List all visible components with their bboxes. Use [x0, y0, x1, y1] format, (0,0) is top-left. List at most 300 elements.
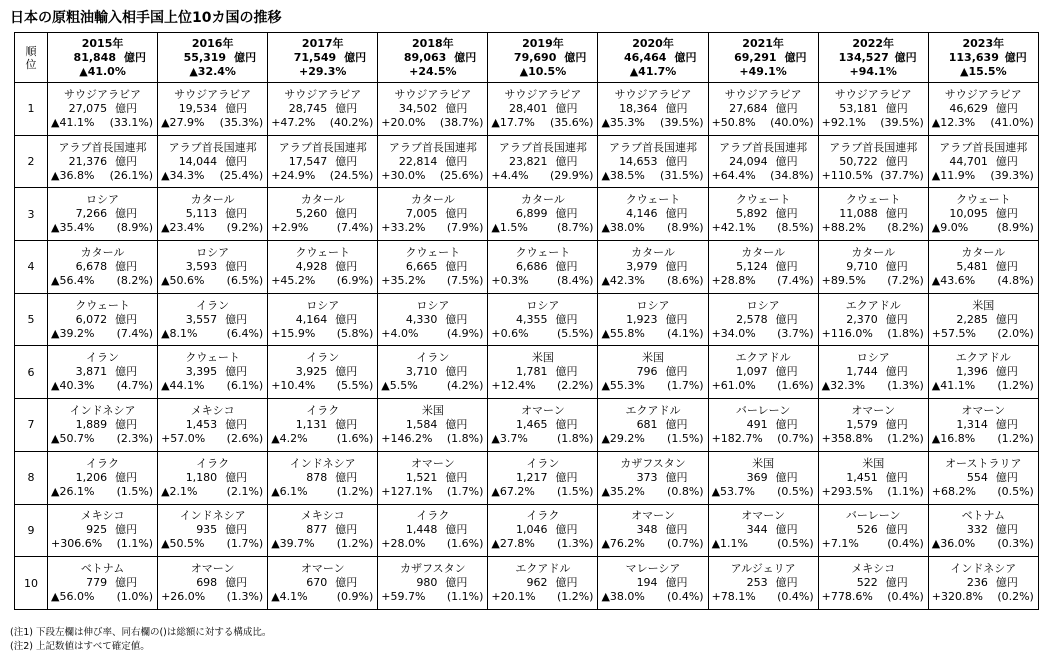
country-cell — [818, 346, 928, 399]
growth-rate: ▲50.6% — [161, 273, 205, 287]
country-name: カタール — [190, 193, 235, 207]
country-cell — [158, 241, 268, 294]
import-value-unit: 億円 — [335, 365, 358, 379]
import-value-unit: 億円 — [775, 523, 798, 537]
import-value — [709, 365, 818, 379]
import-value-number: 670 — [306, 576, 328, 590]
share-ratio: (7.4%) — [777, 273, 814, 287]
import-value — [598, 523, 707, 537]
share-ratio: (25.6%) — [439, 168, 484, 182]
country-cell — [488, 451, 598, 504]
growth-rate: ▲3.7% — [491, 431, 528, 445]
growth-rate: ▲5.5% — [381, 379, 418, 393]
growth-rate: ▲76.2% — [601, 537, 645, 551]
cell-stats — [598, 274, 707, 288]
country-name: カタール — [961, 245, 1006, 259]
cell-stats — [158, 590, 267, 604]
cell-stats — [929, 221, 1038, 235]
import-value-number: 50,722 — [839, 154, 878, 168]
growth-rate: +42.1% — [711, 221, 756, 235]
country-cell — [378, 557, 488, 610]
import-value-number: 344 — [746, 523, 768, 537]
import-value — [488, 471, 597, 485]
country-name: イラン — [196, 298, 230, 312]
country-cell — [818, 293, 928, 346]
year-growth: +29.3% — [299, 64, 347, 78]
import-value — [488, 155, 597, 169]
cell-stats — [598, 116, 707, 130]
growth-rate: ▲40.3% — [51, 379, 95, 393]
import-value — [268, 471, 377, 485]
cell-stats — [929, 274, 1038, 288]
country-name: イラン — [86, 351, 120, 365]
country-name: ロシア — [856, 351, 890, 365]
country-name: サウジアラビア — [834, 87, 912, 101]
year-total-unit: 億円 — [344, 50, 367, 64]
country-cell — [708, 504, 818, 557]
rank-cell: 5 — [15, 293, 48, 346]
cell-stats — [709, 116, 818, 130]
cell-stats — [709, 274, 818, 288]
import-value — [819, 102, 928, 116]
share-ratio: (8.9%) — [116, 221, 154, 235]
year-total-value: 81,848 — [73, 50, 116, 64]
import-value-number: 1,046 — [515, 523, 548, 537]
import-value-number: 2,370 — [846, 312, 878, 326]
import-value — [158, 260, 267, 274]
year-label: 2016年 — [191, 36, 234, 50]
country-cell — [158, 293, 268, 346]
import-value — [488, 102, 597, 116]
year-label: 2021年 — [742, 36, 784, 50]
growth-rate: +320.8% — [931, 590, 983, 604]
country-cell — [48, 83, 158, 136]
import-value — [709, 418, 818, 432]
cell-stats — [48, 169, 157, 183]
import-value — [929, 365, 1038, 379]
share-ratio: (39.5%) — [660, 115, 704, 129]
import-value-number: 4,355 — [515, 312, 548, 326]
country-name: イラク — [416, 509, 450, 523]
rank-header-line2: 位 — [25, 57, 37, 71]
import-value-unit: 億円 — [665, 523, 688, 537]
import-value — [48, 313, 157, 327]
cell-stats — [268, 432, 377, 446]
country-name: イラク — [306, 403, 340, 417]
country-name: カタール — [521, 193, 565, 207]
import-value-number: 554 — [966, 470, 988, 484]
share-ratio: (1.1%) — [446, 590, 484, 604]
country-name: エクアドル — [515, 562, 571, 576]
cell-stats — [268, 590, 377, 604]
year-total-value: 134,527 — [838, 50, 889, 64]
year-total-value: 89,063 — [403, 50, 447, 64]
import-value-number: 348 — [636, 523, 658, 537]
share-ratio: (0.9%) — [336, 590, 374, 604]
cell-stats — [268, 169, 377, 183]
import-value-unit: 億円 — [445, 365, 468, 379]
import-value-unit: 億円 — [555, 154, 578, 168]
import-value-number: 3,710 — [405, 365, 438, 379]
import-value-unit: 億円 — [225, 365, 248, 379]
import-value-unit: 億円 — [555, 259, 578, 273]
import-value-number: 194 — [636, 576, 658, 590]
cell-stats — [158, 116, 267, 130]
share-ratio: (33.1%) — [109, 115, 154, 129]
country-cell — [598, 504, 708, 557]
country-cell — [378, 135, 488, 188]
import-value-unit: 億円 — [555, 207, 578, 221]
cell-stats — [488, 432, 597, 446]
import-value-number: 3,925 — [295, 365, 328, 379]
import-value-number: 1,453 — [185, 417, 218, 431]
import-value-number: 5,481 — [956, 259, 988, 273]
import-value-number: 1,521 — [405, 470, 438, 484]
import-value — [709, 313, 818, 327]
import-value-unit: 億円 — [225, 259, 248, 273]
year-total-unit: 億円 — [454, 50, 477, 64]
share-ratio: (4.2%) — [446, 379, 484, 393]
year-total — [709, 51, 818, 65]
growth-rate: +24.9% — [271, 168, 316, 182]
country-name: オマーン — [741, 509, 785, 523]
share-ratio: (0.5%) — [777, 484, 814, 498]
share-ratio: (1.5%) — [116, 484, 154, 498]
year-total-value: 79,690 — [513, 50, 557, 64]
country-cell — [48, 346, 158, 399]
cell-stats — [48, 485, 157, 499]
import-value-unit: 億円 — [445, 523, 468, 537]
cell-stats — [488, 221, 597, 235]
share-ratio: (0.7%) — [777, 431, 814, 445]
year-header — [158, 33, 268, 83]
cell-stats — [819, 221, 928, 235]
import-value-number: 9,710 — [846, 259, 878, 273]
country-cell — [158, 504, 268, 557]
country-name: エクアドル — [845, 298, 901, 312]
import-value — [268, 260, 377, 274]
share-ratio: (8.9%) — [997, 221, 1034, 235]
cell-stats — [488, 327, 597, 341]
year-growth: ▲41.7% — [629, 64, 677, 78]
growth-rate: ▲56.0% — [51, 590, 95, 604]
import-value-number: 4,330 — [405, 312, 438, 326]
import-value-number: 1,889 — [75, 417, 108, 431]
country-cell — [928, 241, 1038, 294]
growth-rate: +15.9% — [271, 326, 316, 340]
table-row — [15, 557, 1039, 610]
cell-stats — [378, 432, 487, 446]
import-value-unit: 億円 — [335, 312, 358, 326]
country-cell — [48, 399, 158, 452]
share-ratio: (4.7%) — [116, 379, 154, 393]
share-ratio: (1.2%) — [997, 431, 1034, 445]
rank-cell: 10 — [15, 557, 48, 610]
cell-stats — [709, 432, 818, 446]
import-value — [929, 207, 1038, 221]
country-cell — [268, 83, 378, 136]
year-total-unit: 億円 — [564, 50, 587, 64]
country-cell — [928, 83, 1038, 136]
cell-stats — [378, 485, 487, 499]
rank-header — [15, 33, 48, 83]
cell-stats — [48, 116, 157, 130]
country-name: インドネシア — [69, 403, 136, 417]
cell-stats — [488, 274, 597, 288]
country-name: 米国 — [972, 298, 995, 312]
country-name: クウェート — [405, 245, 461, 259]
import-value — [819, 155, 928, 169]
import-value — [819, 260, 928, 274]
import-value-unit: 億円 — [665, 154, 688, 168]
country-name: バーレーン — [845, 509, 901, 523]
cell-stats — [819, 379, 928, 393]
share-ratio: (0.2%) — [997, 590, 1034, 604]
country-name: ベトナム — [961, 509, 1006, 523]
import-value-unit: 億円 — [665, 417, 688, 431]
country-cell — [378, 346, 488, 399]
country-name: ロシア — [746, 298, 780, 312]
country-name: カタール — [300, 193, 345, 207]
growth-rate: ▲16.8% — [931, 431, 976, 445]
share-ratio: (1.2%) — [336, 484, 374, 498]
share-ratio: (7.4%) — [336, 221, 374, 235]
year-label: 2023年 — [962, 36, 1005, 50]
import-value-unit: 億円 — [115, 523, 138, 537]
growth-rate: +116.0% — [821, 326, 873, 340]
cell-stats — [929, 327, 1038, 341]
country-name: サウジアラビア — [64, 87, 142, 101]
country-cell — [818, 188, 928, 241]
country-name: クウェート — [735, 193, 791, 207]
cell-stats — [268, 537, 377, 551]
country-cell — [268, 346, 378, 399]
country-name: クウェート — [956, 193, 1011, 207]
cell-stats — [929, 169, 1038, 183]
rank-header-line1: 順 — [25, 44, 37, 58]
share-ratio: (24.5%) — [329, 168, 374, 182]
growth-rate: +45.2% — [271, 273, 316, 287]
page-title: 日本の原粗油輸入相手国上位10カ国の推移 — [10, 10, 282, 26]
cell-stats — [378, 537, 487, 551]
growth-rate: ▲39.7% — [271, 537, 315, 551]
import-value-number: 935 — [196, 523, 218, 537]
year-total — [48, 51, 157, 65]
import-value — [378, 260, 487, 274]
import-value-unit: 億円 — [115, 576, 138, 590]
country-name: エクアドル — [625, 403, 681, 417]
year-header — [818, 33, 928, 83]
growth-rate: ▲42.3% — [601, 273, 645, 287]
import-value-unit: 億円 — [225, 101, 248, 115]
import-value-number: 878 — [306, 470, 328, 484]
cell-stats — [48, 432, 157, 446]
cell-stats — [378, 327, 487, 341]
import-value-number: 1,451 — [846, 470, 878, 484]
import-value — [709, 207, 818, 221]
share-ratio: (40.2%) — [329, 115, 374, 129]
import-value — [598, 313, 707, 327]
country-name: エクアドル — [955, 351, 1011, 365]
country-name: アルジェリア — [730, 562, 796, 576]
import-value-number: 28,745 — [288, 101, 328, 115]
country-name: イラン — [306, 351, 340, 365]
cell-stats — [158, 432, 267, 446]
cell-stats — [709, 221, 818, 235]
share-ratio: (1.8%) — [556, 431, 594, 445]
growth-rate: +30.0% — [381, 168, 426, 182]
country-name: オマーン — [300, 562, 345, 576]
country-name: クウェート — [625, 193, 681, 207]
cell-stats — [819, 485, 928, 499]
import-value-unit: 億円 — [115, 312, 138, 326]
country-cell — [488, 557, 598, 610]
growth-rate: ▲36.0% — [931, 537, 976, 551]
import-value-number: 698 — [196, 576, 218, 590]
rank-cell: 4 — [15, 241, 48, 294]
year-total-value: 71,549 — [293, 50, 337, 64]
share-ratio: (8.4%) — [556, 273, 594, 287]
import-value-unit: 億円 — [665, 207, 688, 221]
import-value-unit: 億円 — [115, 154, 138, 168]
footnote-2: (注2) 上記数値はすべて確定値。 — [10, 641, 150, 652]
import-value — [488, 418, 597, 432]
growth-rate: +110.5% — [821, 168, 873, 182]
import-value-number: 24,094 — [729, 154, 768, 168]
year-total-value: 69,291 — [734, 50, 777, 64]
country-name: ロシア — [526, 298, 560, 312]
country-name: マレーシア — [625, 562, 681, 576]
import-value-unit: 億円 — [995, 101, 1018, 115]
import-value-number: 7,005 — [405, 207, 438, 221]
import-value-number: 1,097 — [736, 365, 768, 379]
country-name: イラン — [416, 351, 450, 365]
country-name: オマーン — [961, 403, 1006, 417]
rank-cell: 9 — [15, 504, 48, 557]
country-cell — [598, 241, 708, 294]
import-value — [158, 418, 267, 432]
import-value-number: 3,979 — [626, 259, 658, 273]
import-value-unit: 億円 — [665, 312, 688, 326]
country-name: サウジアラビア — [724, 87, 802, 101]
share-ratio: (38.7%) — [439, 115, 484, 129]
country-cell — [708, 135, 818, 188]
year-growth: +24.5% — [409, 64, 457, 78]
import-value — [158, 471, 267, 485]
share-ratio: (8.6%) — [667, 273, 704, 287]
import-value — [709, 471, 818, 485]
share-ratio: (8.7%) — [556, 221, 594, 235]
import-value-number: 4,928 — [295, 259, 328, 273]
country-cell — [158, 557, 268, 610]
growth-rate: ▲41.1% — [931, 379, 976, 393]
country-cell — [708, 188, 818, 241]
year-label: 2020年 — [632, 36, 674, 50]
share-ratio: (5.8%) — [336, 326, 374, 340]
import-value-unit: 億円 — [995, 154, 1018, 168]
country-name: アラブ首長国連邦 — [939, 140, 1028, 154]
country-cell — [928, 399, 1038, 452]
growth-rate: +306.6% — [51, 537, 103, 551]
import-value-number: 522 — [856, 576, 878, 590]
cell-stats — [598, 537, 707, 551]
import-value-number: 44,701 — [949, 154, 988, 168]
growth-rate: +0.6% — [491, 326, 529, 340]
import-value-unit: 億円 — [995, 417, 1018, 431]
import-value-unit: 億円 — [555, 417, 578, 431]
table-row — [15, 83, 1039, 136]
cell-stats — [378, 590, 487, 604]
import-value — [488, 365, 597, 379]
country-cell — [488, 83, 598, 136]
country-cell — [48, 188, 158, 241]
share-ratio: (1.7%) — [446, 484, 484, 498]
table-row — [15, 399, 1039, 452]
country-name: サウジアラビア — [504, 87, 582, 101]
import-value-number: 1,579 — [846, 417, 878, 431]
share-ratio: (6.4%) — [226, 326, 264, 340]
import-value-unit: 億円 — [995, 365, 1018, 379]
country-name: インドネシア — [950, 562, 1017, 576]
import-value-number: 6,899 — [515, 207, 548, 221]
growth-rate: ▲53.7% — [711, 484, 755, 498]
import-value-number: 5,892 — [736, 207, 768, 221]
share-ratio: (0.4%) — [777, 590, 814, 604]
country-cell — [268, 557, 378, 610]
year-header — [268, 33, 378, 83]
country-cell — [818, 399, 928, 452]
import-value — [929, 523, 1038, 537]
country-name: カタール — [631, 245, 675, 259]
country-cell — [598, 293, 708, 346]
import-value — [268, 313, 377, 327]
cell-stats — [158, 327, 267, 341]
header-row — [15, 33, 1039, 83]
country-cell — [158, 83, 268, 136]
import-value-unit: 億円 — [225, 154, 248, 168]
import-value-unit: 億円 — [995, 207, 1018, 221]
country-cell — [708, 451, 818, 504]
import-value — [488, 260, 597, 274]
country-cell — [488, 399, 598, 452]
import-value-number: 27,075 — [68, 101, 108, 115]
import-value-unit: 億円 — [775, 259, 798, 273]
import-value-number: 27,684 — [729, 101, 768, 115]
country-cell — [158, 188, 268, 241]
year-total — [158, 51, 267, 65]
country-name: クウェート — [845, 193, 901, 207]
cell-stats — [598, 379, 707, 393]
import-value — [268, 155, 377, 169]
share-ratio: (8.2%) — [887, 221, 924, 235]
country-name: メキシコ — [190, 403, 235, 417]
import-value-unit: 億円 — [885, 207, 908, 221]
cell-stats — [709, 485, 818, 499]
import-value-number: 3,395 — [185, 365, 218, 379]
country-name: カタール — [851, 245, 896, 259]
import-value-number: 3,593 — [185, 259, 218, 273]
import-value-unit: 億円 — [335, 154, 358, 168]
footnote-1: (注1) 下段左欄は伸び率、同右欄の()は総額に対する構成比。 — [10, 627, 272, 638]
cell-stats — [268, 274, 377, 288]
import-value — [378, 207, 487, 221]
share-ratio: (4.1%) — [667, 326, 704, 340]
import-value-number: 2,578 — [736, 312, 768, 326]
cell-stats — [819, 274, 928, 288]
import-value — [929, 102, 1038, 116]
year-label: 2015年 — [81, 36, 124, 50]
import-value — [598, 207, 707, 221]
